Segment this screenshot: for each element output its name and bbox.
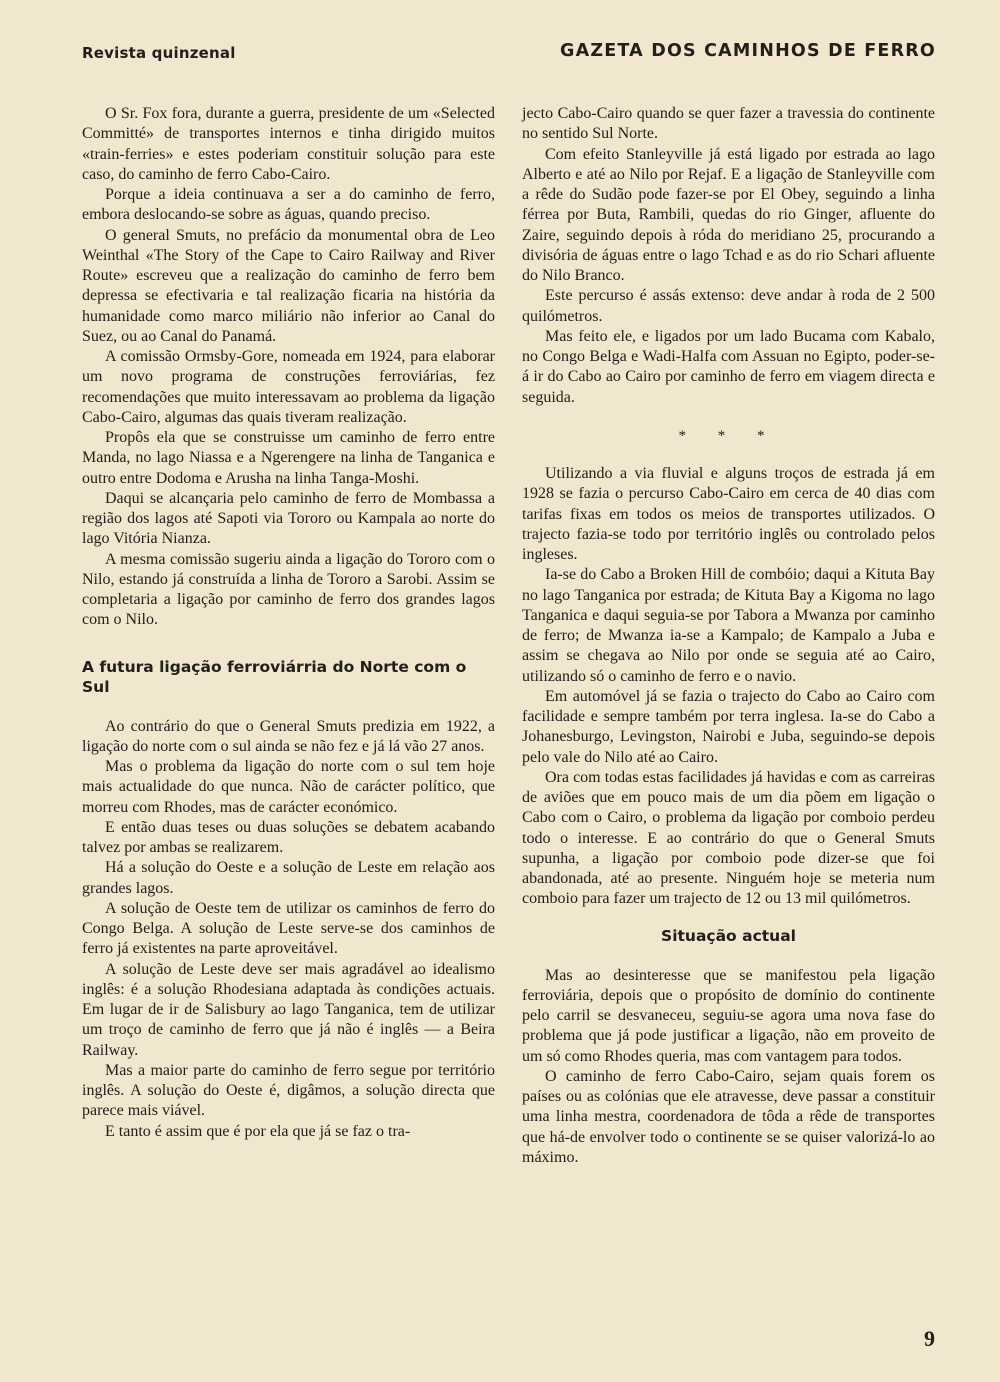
paragraph: Há a solução do Oeste e a solução de Leste em relação aos grandes lagos. xyxy=(82,859,495,897)
paragraph: Propôs ela que se construisse um caminho de ferro entre Manda, no lago Niassa e a Ngerengere na linha de Tanganica e outro entre Dodoma e Arusha na linha Tanga-Moshi. xyxy=(82,429,495,487)
paragraph: Em automóvel já se fazia o trajecto do Cabo ao Cairo com facilidade e sempre também por terra inglesa. Ia-se do Cabo a Johanesburgo, Levingston, Nairobi e Juba, seguindo-se depois pelo vale do Nilo até ao Cairo. xyxy=(522,687,935,766)
paragraph: A solução de Oeste tem de utilizar os caminhos de ferro do Congo Belga. A solução de Leste serve-se dos caminhos de ferro já existentes na parte aproveitável. xyxy=(82,899,495,958)
paragraph: Este percurso é assás extenso: deve andar à roda de 2 500 quilómetros. xyxy=(522,287,935,325)
paragraph: Daqui se alcançaria pelo caminho de ferro de Mombassa a região dos lagos até Sapoti via Tororo ou Kampala ao norte do lago Vitória Nianza. xyxy=(82,489,495,548)
running-header-right: GAZETA DOS CAMINHOS DE FERRO xyxy=(560,41,936,61)
paragraph: E tanto é assim que é por ela que já se faz o tra- xyxy=(105,1122,411,1140)
section-heading: A futura ligação ferroviárria do Norte com o Sul xyxy=(82,657,467,696)
paragraph: Mas a maior parte do caminho de ferro segue por território inglês. A solução do Oeste é, digâmos, a solução directa que parece mais viável. xyxy=(82,1061,495,1120)
section-separator: * * * xyxy=(678,427,779,444)
paragraph: O caminho de ferro Cabo-Cairo, sejam quais forem os países ou as colónias que ele atravesse, deve passar a constituir uma linha mestra, coordenadora de tôda a rêde de transportes que há-de envolver todo o continente se se quiser valorizá-lo ao máximo. xyxy=(522,1067,935,1166)
paragraph: E então duas teses ou duas soluções se debatem acabando talvez por ambas se realizarem. xyxy=(82,818,495,856)
paragraph: jecto Cabo-Cairo quando se quer fazer a travessia do continente no sentido Sul Norte. xyxy=(522,105,935,143)
paragraph: A solução de Leste deve ser mais agradável ao idealismo inglês: é a solução Rhodesiana adaptada às condições actuais. Em lugar de ir de Salisbury ao lago Tanganica, tem de utilizar um troço de caminho de ferro que já não é inglês — a Beira Railway. xyxy=(82,960,495,1059)
paragraph: Mas feito ele, e ligados por um lado Bucama com Kabalo, no Congo Belga e Wadi-Halfa com Assuan no Egipto, poder-se-á ir do Cabo ao Cairo por caminho de ferro em viagem directa e seguida. xyxy=(522,327,935,406)
paragraph: O general Smuts, no prefácio da monumental obra de Leo Weinthal «The Story of the Cape to Cairo Railway and River Route» escreveu que a realização do caminho de ferro bem depressa se efectivaria e tal realização ficaria na história da humanidade como marco miliário não inferior ao Canal do Suez, ou ao Canal do Panamá. xyxy=(82,226,495,345)
paragraph: Ora com todas estas facilidades já havidas e com as carreiras de aviões que em pouco mais de um dia põem em ligação o Cabo com o Cairo, o problema da ligação por comboio perdeu todo o interesse. E ao contrário do que o General Smuts supunha, a ligação por comboio pode dizer-se que foi abandonada, até ao presente. Ninguém hoje se meteria num comboio para fazer um trajecto de 12 ou 13 mil quilómetros. xyxy=(522,768,935,908)
paragraph: Ia-se do Cabo a Broken Hill de combóio; daqui a Kituta Bay no lago Tanganica por estrada; de Kituta Bay a Kigoma no lago Tanganica e daqui seguia-se por Tabora a Mwanza por caminho de ferro; de Mwanza ia-se a Kampalo; de Kampalo a Juba e assim se chegava ao Nilo por onde se seguia até ao Cairo, utilizando só o caminho de ferro e o navio. xyxy=(522,566,935,685)
paragraph: Utilizando a via fluvial e alguns troços de estrada já em 1928 se fazia o percurso Cabo-Cairo em cerca de 40 dias com tarifas fixas em todos os meios de transportes utilizados. O trajecto fazia-se todo por território inglês ou controlado pelos ingleses. xyxy=(522,465,935,563)
section-heading: Situação actual xyxy=(661,926,796,945)
running-header-left: Revista quinzenal xyxy=(82,44,236,62)
paragraph: O Sr. Fox fora, durante a guerra, presidente de um «Selected Committé» de transportes internos e tinha dirigido muitos «train-ferries» e estes poderiam constituir solução para este caso, do caminho de ferro Cabo-Cairo. xyxy=(82,105,495,183)
paragraph: Com efeito Stanleyville já está ligado por estrada ao lago Alberto e até ao Nilo por Rejaf. E a ligação de Stanleyville com a rêde do Sudão pode fazer-se por El Obey, seguindo a linha férrea por Buta, Rambili, quedas do rio Ginger, afluente do Zaire, seguindo depois à róda do meridiano 25, procurando a divisória de águas entre o lago Tchad e as do rio Schari afluente do Nilo Branco. xyxy=(522,145,935,284)
page-number: 9 xyxy=(924,1326,935,1351)
paragraph: A mesma comissão sugeriu ainda a ligação do Tororo com o Nilo, estando já construída a linha de Tororo a Sarobi. Assim se completaria a ligação por caminho de ferro dos grandes lagos com o Nilo. xyxy=(82,550,495,629)
paragraph: Mas ao desinteresse que se manifestou pela ligação ferroviária, depois que o propósito de domínio do continente pelo carril se desvaneceu, seguiu-se agora uma nova fase do problema que já pode justificar a ligação, não em proveito de um só como Rhodes queria, mas com vantagem para todos. xyxy=(522,966,935,1065)
paragraph: Mas o problema da ligação do norte com o sul tem hoje mais actualidade do que nunca. Não de carácter político, que morreu com Rhodes, mas de carácter económico. xyxy=(82,758,495,816)
paragraph: Porque a ideia continuava a ser a do caminho de ferro, embora deslocando-se sobre as águas, quando preciso. xyxy=(82,186,495,224)
left-column xyxy=(82,104,495,1142)
paragraph: Ao contrário do que o General Smuts predizia em 1922, a ligação do norte com o sul ainda se não fez e já lá vão 27 anos. xyxy=(82,717,495,755)
paragraph: A comissão Ormsby-Gore, nomeada em 1924, para elaborar um novo programa de construções ferroviárias, fez recomendações que muito interessavam ao problema da ligação Cabo-Cairo, algumas das quais tiveram realização. xyxy=(82,348,495,426)
right-column xyxy=(522,104,935,1168)
